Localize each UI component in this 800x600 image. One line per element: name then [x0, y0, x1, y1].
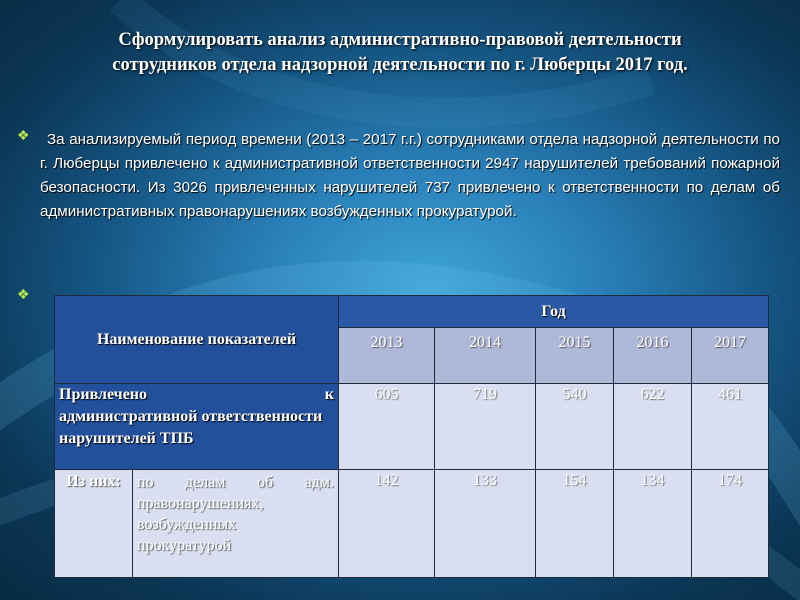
value-cell: 133 [435, 470, 536, 578]
row-label-word: Привлечено [59, 386, 148, 403]
bullet-icon-2: ❖ [17, 288, 30, 303]
year-2016: 2016 [614, 328, 692, 384]
year-2017: 2017 [692, 328, 769, 384]
table-row [55, 384, 769, 470]
slide-title [20, 28, 780, 78]
of-them-text: Из них: [66, 473, 121, 490]
row-label-word: адм. [304, 474, 334, 491]
table-row [55, 470, 769, 578]
slide-title-line-2: сотрудников отдела надзорной деятельности по г. Люберцы 2017 год. [112, 55, 688, 75]
row-label-rest: правонарушениях, возбужденных прокуратурой [137, 495, 264, 554]
row-label-first-line [59, 384, 334, 406]
table-header-row [55, 296, 769, 328]
year-2013: 2013 [339, 328, 435, 384]
row-label-attracted [55, 384, 339, 470]
row-label-rest: административной ответственности нарушителей ТПБ [59, 408, 323, 447]
value-cell: 142 [339, 470, 435, 578]
summary-text: За анализируемый период времени (2013 – 2017 г.г.) сотрудниками отдела надзорной деятельности по г. Люберцы привлечено к административной ответственности 2947 нарушителей требований пожарной безопасности. Из 3026 привлеченных нарушителей 737 привлечено к ответственности по делам об административных правонарушениях возбужденных прокуратурой. [40, 131, 780, 220]
value-cell: 719 [435, 384, 536, 470]
row-label-of-them [55, 470, 133, 578]
value-cell: 605 [339, 384, 435, 470]
year-2015: 2015 [536, 328, 614, 384]
row-label-word: об [256, 474, 274, 491]
value-cell: 134 [614, 470, 692, 578]
bullet-icon: ❖ [17, 129, 30, 144]
row-label-prosecutor-cases [133, 470, 339, 578]
slide-title-line-1: Сформулировать анализ административно-правовой деятельности [118, 30, 682, 50]
row-label-word: к [324, 386, 335, 403]
row-label-word: делам [185, 474, 226, 491]
value-cell: 622 [614, 384, 692, 470]
summary-paragraph [40, 128, 780, 224]
row-label-word: по [137, 474, 154, 491]
statistics-table [54, 295, 769, 578]
row-label-first-line [137, 472, 334, 493]
indicator-header: Наименование показателей [55, 296, 339, 384]
year-header: Год [339, 296, 769, 328]
value-cell: 154 [536, 470, 614, 578]
year-2014: 2014 [435, 328, 536, 384]
value-cell: 461 [692, 384, 769, 470]
value-cell: 174 [692, 470, 769, 578]
value-cell: 540 [536, 384, 614, 470]
